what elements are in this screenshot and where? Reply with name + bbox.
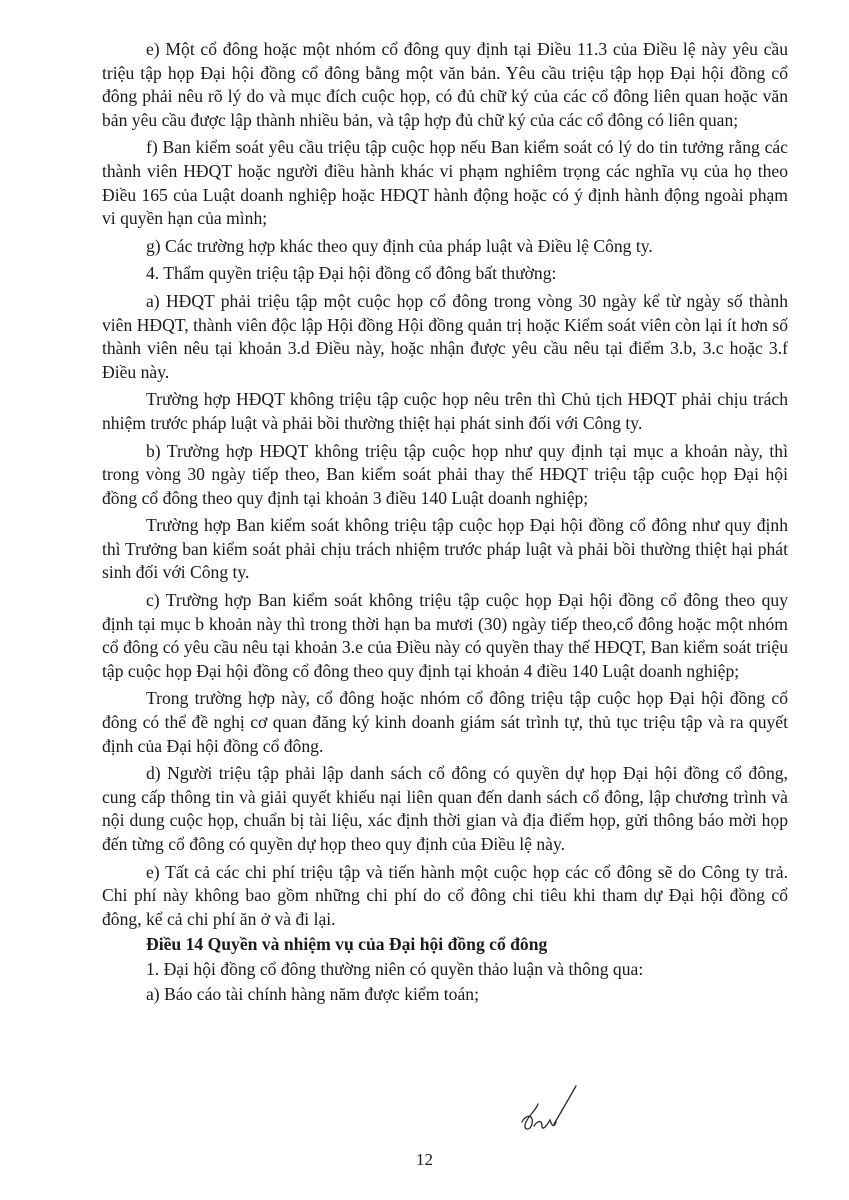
initials-signature: [516, 1080, 578, 1136]
paragraph-4a: a) HĐQT phải triệu tập một cuộc họp cổ đông trong vòng 30 ngày kể từ ngày số thành viên HĐQT, thành viên độc lập Hội đồng Hội đồng quản trị hoặc Kiểm soát viên còn lại ít hơn số thành viên nêu tại khoản 3.d Điều này, hoặc nhận được yêu cầu nêu tại điểm 3.b, 3.c hoặc 3.f Điều này.: [102, 290, 788, 382]
paragraph-4b: b) Trường hợp HĐQT không triệu tập cuộc họp như quy định tại mục a khoản này, thì trong vòng 30 ngày tiếp theo, Ban kiểm soát phải thay thế HĐQT triệu tập cuộc họp Đại hội đồng cổ đông theo quy định tại khoản 3 điều 140 Luật doanh nghiệp;: [102, 440, 788, 508]
paragraph-4d: d) Người triệu tập phải lập danh sách cổ đông có quyền dự họp Đại hội đồng cổ đông, cung cấp thông tin và giải quyết khiếu nại liên quan đến danh sách cổ đông, lập chương trình và nội dung cuộc họp, chuẩn bị tài liệu, xác định thời gian và địa điểm họp, gửi thông báo mời họp đến từng cổ đông có quyền dự họp theo quy định của Điều lệ này.: [102, 763, 788, 854]
paragraph-4e: e) Tất cả các chi phí triệu tập và tiến hành một cuộc họp các cổ đông sẽ do Công ty trả. Chi phí này không bao gồm những chi phí do cổ đông chi tiêu khi tham dự Đại hội đồng cổ đông, kể cả chi phí ăn ở và đi lại.: [102, 861, 788, 929]
paragraph-3e: e) Một cổ đông hoặc một nhóm cổ đông quy định tại Điều 11.3 của Điều lệ này yêu cầu triệu tập họp Đại hội đồng cổ đông bằng một văn bản. Yêu cầu triệu tập họp Đại hội đồng cổ đông phải nêu rõ lý do và mục đích cuộc họp, có đủ chữ ký của các cổ đông liên quan hoặc văn bản yêu cầu được lập thành nhiều bản, và tập hợp đủ chữ ký của các cổ đông có liên quan;: [102, 39, 788, 130]
paragraph-4a-note: Trường hợp HĐQT không triệu tập cuộc họp nêu trên thì Chủ tịch HĐQT phải chịu trách nhiệm trước pháp luật và phải bồi thường thiệt hại phát sinh đối với Công ty.: [102, 389, 788, 433]
paragraph-4b-note: Trường hợp Ban kiểm soát không triệu tập cuộc họp Đại hội đồng cổ đông như quy định thì Trưởng ban kiểm soát phải chịu trách nhiệm trước pháp luật và phải bồi thường thiệt hại phát sinh đối với Công ty.: [102, 515, 788, 583]
article-14-clause-1a: a) Báo cáo tài chính hàng năm được kiểm toán;: [146, 983, 479, 1004]
paragraph-4-title: 4. Thẩm quyền triệu tập Đại hội đồng cổ đông bất thường:: [146, 263, 557, 284]
document-body: [102, 38, 788, 1007]
paragraph-3f: f) Ban kiểm soát yêu cầu triệu tập cuộc họp nếu Ban kiểm soát có lý do tin tưởng rằng các thành viên HĐQT hoặc người điều hành khác vi phạm nghiêm trọng các nghĩa vụ của họ theo Điều 165 của Luật doanh nghiệp hoặc HĐQT hành động hoặc có ý định hành động ngoài phạm vi quyền hạn của mình;: [102, 137, 788, 229]
page-number: 12: [416, 1150, 433, 1169]
paragraph-4c: c) Trường hợp Ban kiểm soát không triệu tập cuộc họp Đại hội đồng cổ đông theo quy định tại mục b khoản này thì trong thời hạn ba mươi (30) ngày tiếp theo,cổ đông hoặc một nhóm cổ đông có yêu cầu nêu tại khoản 3.e của Điều này có quyền thay thế HĐQT, Ban kiểm soát triệu tập cuộc họp Đại hội đồng cổ đông theo quy định tại khoản 4 điều 140 Luật doanh nghiệp;: [102, 590, 788, 681]
article-14-heading: Điều 14 Quyền và nhiệm vụ của Đại hội đồng cổ đông: [146, 934, 548, 955]
article-14-clause-1: 1. Đại hội đồng cổ đông thường niên có quyền thảo luận và thông qua:: [146, 958, 644, 979]
paragraph-3g: g) Các trường hợp khác theo quy định của pháp luật và Điều lệ Công ty.: [146, 235, 653, 256]
paragraph-4c-note: Trong trường hợp này, cổ đông hoặc nhóm cổ đông triệu tập cuộc họp Đại hội đồng cổ đông có thể đề nghị cơ quan đăng ký kinh doanh giám sát trình tự, thủ tục triệu tập và ra quyết định của Đại hội đồng cổ đông.: [102, 688, 788, 756]
